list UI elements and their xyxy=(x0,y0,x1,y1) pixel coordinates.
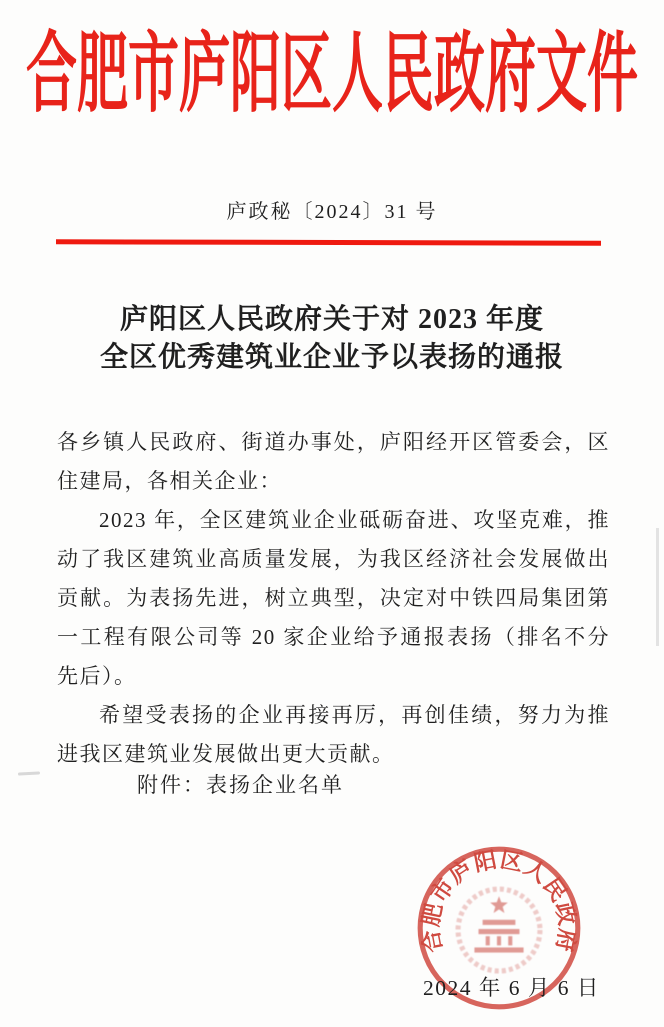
document-title xyxy=(0,301,664,377)
recipients-line: 各乡镇人民政府、街道办事处，庐阳经开区管委会，区住建局，各相关企业： xyxy=(57,430,610,493)
attachment-line: 附件：表扬企业名单 xyxy=(137,773,344,797)
document-header-title: 合肥市庐阳区人民政府文件 xyxy=(25,28,638,125)
document-date: 2024 年 6 月 6 日 xyxy=(423,976,600,1000)
seal-emblem-gate-pillar-center xyxy=(497,936,501,945)
body-paragraph-2: 希望受表扬的企业再接再厉，再创佳绩，努力为推进我区建筑业发展做出更大贡献。 xyxy=(57,703,610,766)
document-body xyxy=(57,423,610,774)
scan-edge-streak xyxy=(656,528,659,646)
seal-text: 合肥市庐阳区人民政府 xyxy=(417,846,581,955)
scan-smudge xyxy=(18,771,40,775)
document-title-line2: 全区优秀建筑业企业予以表扬的通报 xyxy=(99,342,564,373)
seal-national-emblem xyxy=(458,889,540,971)
red-separator-rule xyxy=(56,239,601,245)
seal-emblem-gate-pillar-left xyxy=(486,936,490,945)
body-paragraph-1: 2023 年，全区建筑业企业砥砺奋进、攻坚克难，推动了我区建筑业高质量发展，为我区经济社会发展做出贡献。为表扬先进，树立典型，决定对中铁四局集团第一工程有限公司等 20 家企业给予通报表扬（排名不分先后）。 xyxy=(57,508,610,688)
document-title-line1: 庐阳区人民政府关于对 2023 年度 xyxy=(119,304,544,335)
seal-emblem-star xyxy=(490,896,508,913)
document-number: 庐政秘〔2024〕31 号 xyxy=(226,201,438,223)
seal-emblem-gate-roof xyxy=(483,920,516,925)
seal-emblem-gate-base xyxy=(474,947,523,952)
seal-emblem-gate-pillar-right xyxy=(508,936,512,945)
seal-emblem-gate-mid xyxy=(479,929,520,934)
